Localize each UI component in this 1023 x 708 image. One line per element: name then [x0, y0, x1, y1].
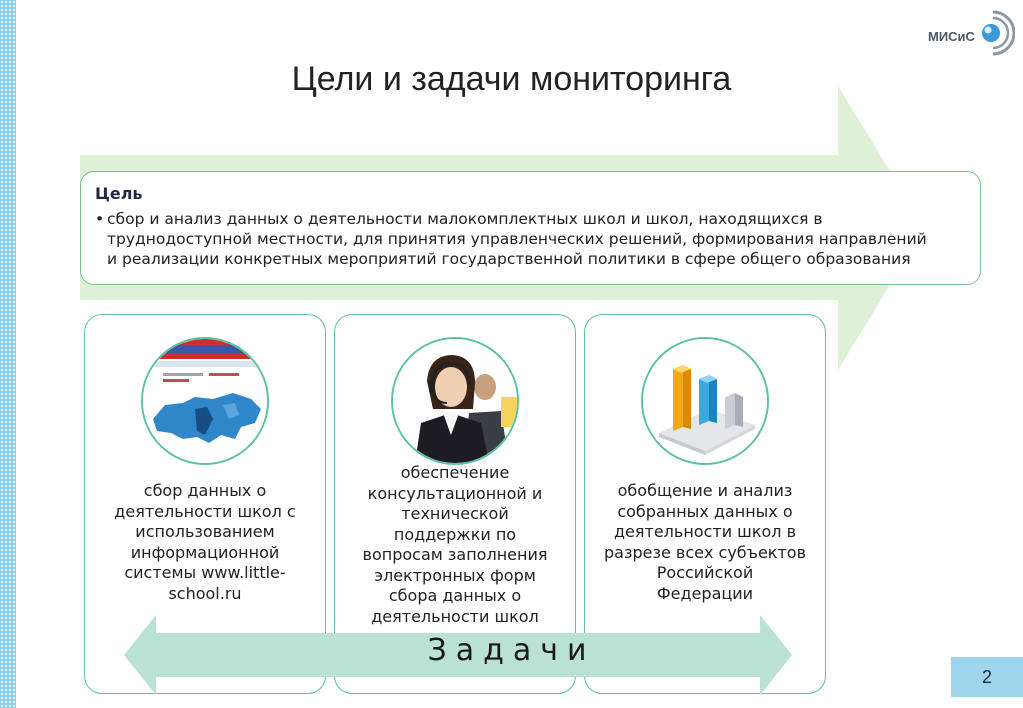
bar-chart-icon — [643, 339, 767, 463]
task-image-circle — [391, 337, 519, 465]
task-image-circle — [641, 337, 769, 465]
task-image-circle — [141, 337, 269, 465]
task-line: технической — [401, 504, 509, 523]
task-line: информационной — [130, 542, 280, 562]
task-line: консультационной и — [367, 483, 543, 503]
task-line: сбора данных о — [388, 586, 522, 605]
task-description — [93, 481, 317, 604]
goal-box — [80, 171, 981, 285]
operator-headset-icon — [393, 339, 517, 463]
misis-logo — [928, 8, 1018, 68]
task-line: поддержки по — [393, 524, 517, 544]
misis-logo-icon — [973, 8, 1015, 58]
task-line: school.ru — [168, 583, 242, 603]
tasks-label: Задачи — [427, 633, 596, 668]
task-description — [593, 481, 817, 604]
goal-line: и реализации конкретных мероприятий государственной политики в сфере общего образования — [107, 250, 911, 268]
task-line: деятельности школ в — [613, 522, 797, 541]
task-line: сбор данных о — [143, 481, 267, 500]
page-title: Цели и задачи мониторинга — [291, 60, 732, 98]
russia-map-icon — [143, 339, 267, 463]
task-line: электронных форм — [374, 565, 536, 585]
task-line: разрезе всех субъектов — [603, 542, 806, 562]
task-line: собранных данных о — [617, 501, 793, 521]
task-line: обобщение и анализ — [617, 481, 793, 500]
goal-heading: Цель — [95, 184, 143, 203]
task-line: Российской — [656, 563, 754, 582]
goal-text — [95, 209, 968, 269]
goal-line: сбор и анализ данных о деятельности малокомплектных школ и школ, находящихся в — [107, 210, 823, 228]
task-line: Федерации — [656, 583, 754, 603]
task-line: обеспечение — [400, 463, 510, 482]
goal-bullet: • — [95, 210, 105, 228]
task-line: вопросам заполнения — [362, 545, 548, 564]
page-number: 2 — [951, 657, 1023, 697]
task-line: деятельности школ с — [114, 501, 296, 521]
task-line: деятельности школ — [371, 606, 539, 626]
task-line: использованием — [135, 522, 275, 541]
task-line: системы www.little- — [124, 563, 286, 582]
goal-line: труднодоступной местности, для принятия управленческих решений, формирования направлений — [107, 230, 927, 248]
logo-text: МИСиС — [928, 29, 975, 44]
task-description — [343, 463, 567, 627]
